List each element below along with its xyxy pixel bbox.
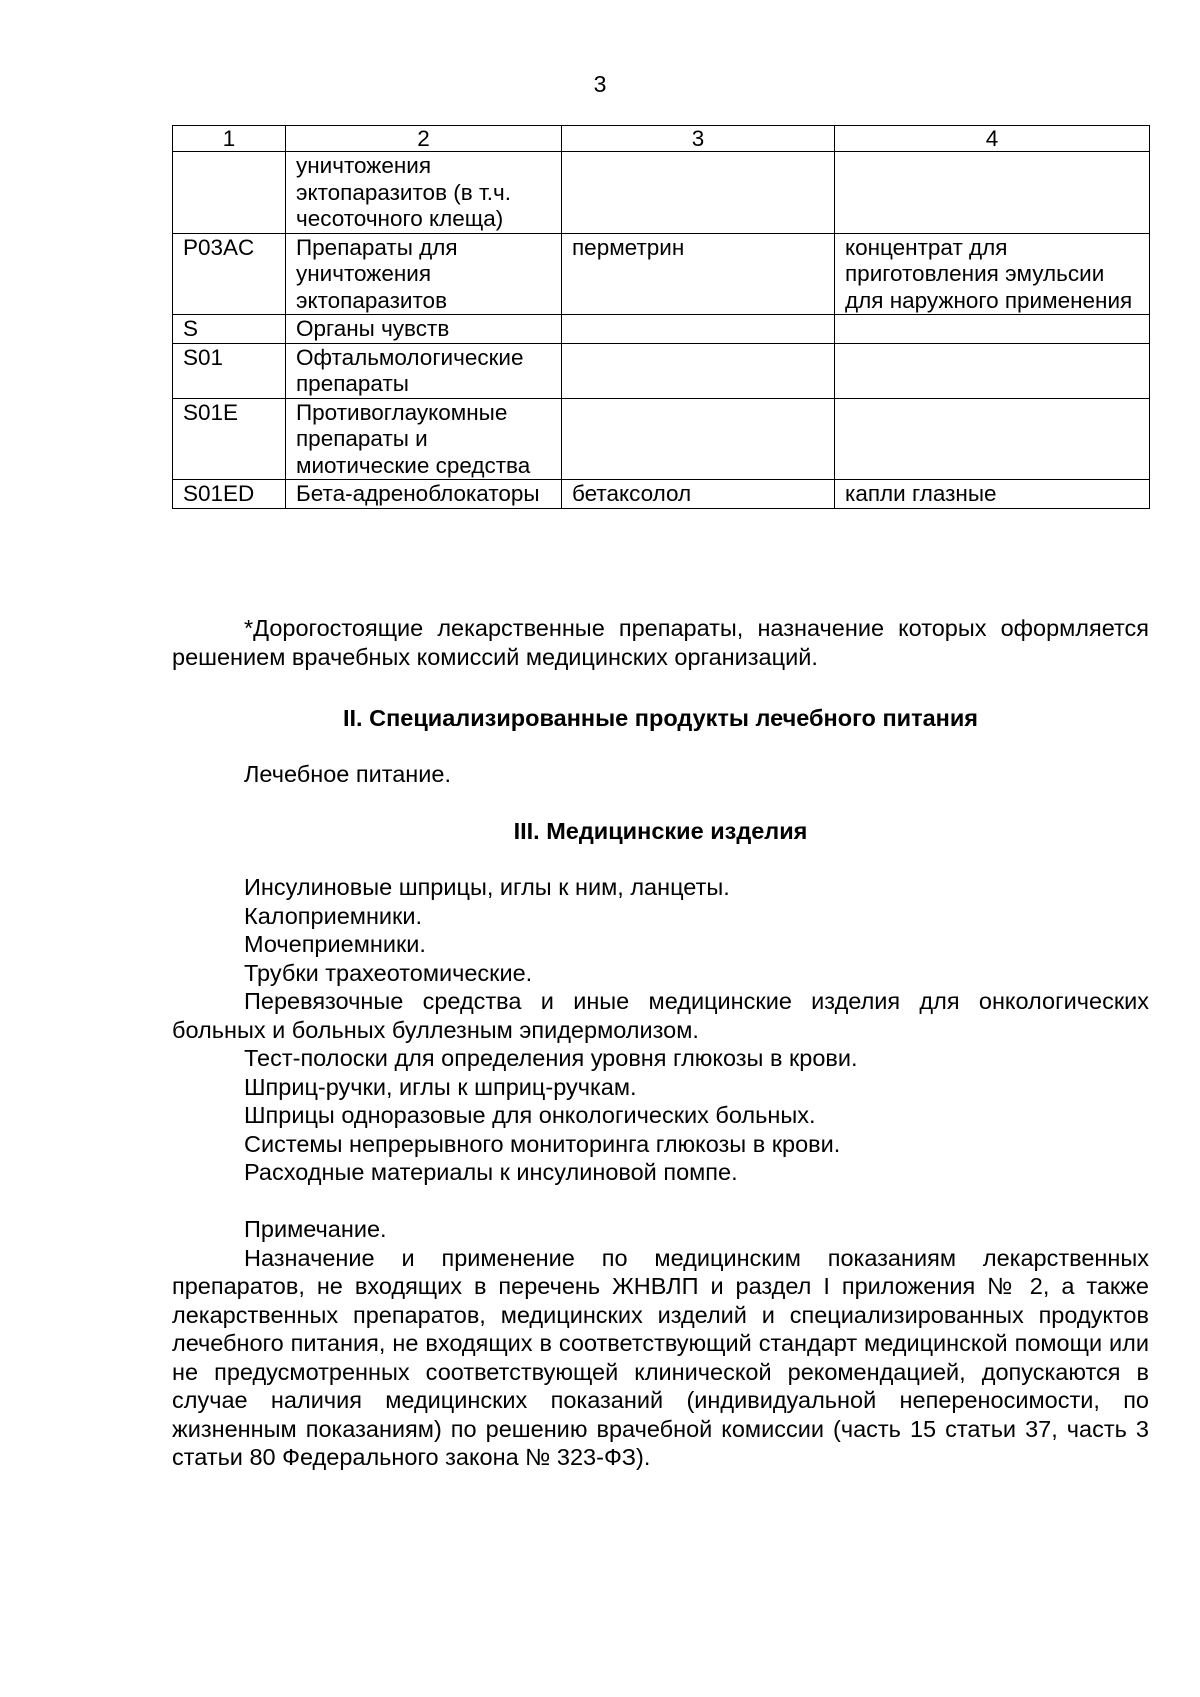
section-2-body [172,760,1149,789]
drug-cell: бетаксолол [562,480,835,509]
drug-cell [562,152,835,234]
header-cell: 1 [173,126,286,152]
table-row [173,233,1150,315]
note-label: Примечание. [244,1216,387,1242]
atc-code-cell: S01ED [173,480,286,509]
table-row [173,398,1150,480]
list-item: Расходные материалы к инсулиновой помпе. [244,1159,738,1185]
header-cell: 4 [835,126,1150,152]
form-cell: капли глазные [835,480,1150,509]
medical-devices-list [172,873,1149,1187]
page-number: 3 [593,71,607,97]
table-row [173,480,1150,509]
drug-table [172,125,1150,509]
group-cell: Органы чувств [286,315,562,344]
drug-cell [562,398,835,480]
atc-code-cell: S01E [173,398,286,480]
section-2-text: Лечебное питание. [244,761,451,787]
drug-cell [562,315,835,344]
list-item: Трубки трахеотомические. [244,959,533,986]
header-cell: 3 [562,126,835,152]
list-item: Шприцы одноразовые для онкологических больных. [244,1102,816,1128]
note-block [172,1215,1149,1472]
section-2-title: II. Специализированные продукты лечебного питания [342,705,979,731]
atc-code-cell: P03AC [173,233,286,315]
form-cell [835,343,1150,398]
list-item: Шприц-ручки, иглы к шприц-ручкам. [244,1073,637,1100]
group-cell: Препараты для уничтожения эктопаразитов [286,233,562,315]
form-cell [835,152,1150,234]
footnote-block [172,614,1149,671]
group-cell: Бета-адреноблокаторы [286,480,562,509]
header-cell: 2 [286,126,562,152]
table-row [173,343,1150,398]
atc-code-cell: S01 [173,343,286,398]
list-item: Тест-полоски для определения уровня глюкозы в крови. [244,1045,858,1071]
list-item: Калоприемники. [244,902,422,929]
list-item: Инсулиновые шприцы, иглы к ним, ланцеты. [244,874,730,900]
list-item: Перевязочные средства и иные медицинские изделия для онкологических больных и больных буллезным эпидермолизом. [172,988,1149,1043]
group-cell: Противоглаукомные препараты и миотические средства [286,398,562,480]
list-item: Мочеприемники. [244,931,426,957]
section-3-title: III. Медицинские изделия [513,818,808,844]
form-cell [835,398,1150,480]
list-item: Системы непрерывного мониторинга глюкозы в крови. [244,1130,841,1157]
table-header-row [173,126,1150,152]
form-cell: концентрат для приготовления эмульсии для наружного применения [835,233,1150,315]
footnote: *Дорогостоящие лекарственные препараты, назначение которых оформляется решением врачебных комиссий медицинских организаций. [172,615,1149,670]
table-row [173,315,1150,344]
group-cell: уничтожения эктопаразитов (в т.ч. чесоточного клеща) [286,152,562,234]
group-cell: Офтальмологические препараты [286,343,562,398]
atc-code-cell: S [173,315,286,344]
drug-cell: перметрин [562,233,835,315]
form-cell [835,315,1150,344]
drug-cell [562,343,835,398]
atc-code-cell [173,152,286,234]
table-row [173,152,1150,234]
note-text: Назначение и применение по медицинским показаниям лекарственных препаратов, не входящих в перечень ЖНВЛП и раздел I приложения № 2, а также лекарственных препаратов, медицинских изделий и специализированных продуктов лечебного питания, не входящих в соответствующий стандарт медицинской помощи или не предусмотренных соответствующей клинической рекомендацией, допускаются в случае наличия медицинских показаний (индивидуальной непереносимости, по жизненным показаниям) по решению врачебной комиссии (часть 15 статьи 37, часть 3 статьи 80 Федерального закона № 323-ФЗ). [172,1244,1149,1470]
